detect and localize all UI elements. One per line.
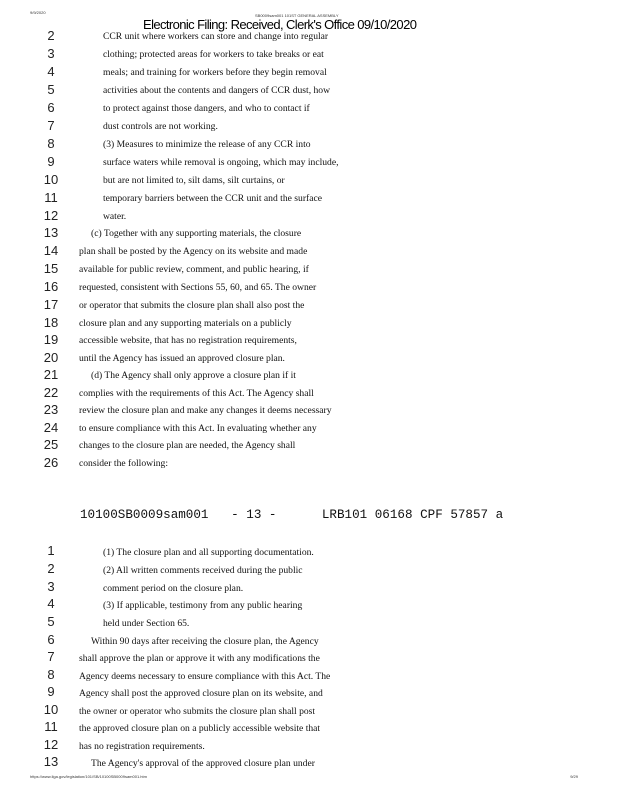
line-text: review the closure plan and make any changes it deems necessary: [79, 405, 332, 416]
line-text: has no registration requirements.: [79, 741, 205, 752]
line-number: 17: [43, 297, 59, 312]
line-text: the owner or operator who submits the closure plan shall post: [79, 706, 316, 717]
line-text: clothing; protected areas for workers to take breaks or eat: [103, 49, 324, 60]
line-number: 7: [47, 649, 55, 664]
line-text: (3) If applicable, testimony from any public hearing: [103, 600, 303, 611]
line-number: 26: [43, 455, 59, 470]
line-number: 6: [47, 100, 55, 115]
line-number: 7: [47, 118, 55, 133]
line-number: 13: [43, 754, 59, 769]
line-number: 10: [43, 702, 59, 717]
line-text: (c) Together with any supporting materials, the closure: [91, 228, 302, 239]
line-text: complies with the requirements of this Act. The Agency shall: [79, 388, 314, 399]
line-number: 11: [44, 190, 58, 205]
line-text: meals; and training for workers before they begin removal: [103, 67, 327, 78]
line-number: 16: [43, 279, 59, 294]
print-url-link[interactable]: https://www.ilga.gov/legislation/101/SB/10100SB0009sam001.htm: [30, 774, 147, 779]
line-number: 24: [43, 420, 59, 435]
line-text: to protect against those dangers, and who to contact if: [103, 103, 310, 114]
line-number: 14: [43, 243, 59, 258]
line-number: 8: [47, 136, 55, 151]
line-text: activities about the contents and dangers of CCR dust, how: [103, 85, 331, 96]
line-text: surface waters while removal is ongoing, which may include,: [103, 157, 339, 168]
line-text: held under Section 65.: [103, 618, 190, 629]
line-number: 23: [43, 402, 59, 417]
line-number: 13: [43, 225, 59, 240]
line-text: Agency shall post the approved closure plan on its website, and: [79, 688, 323, 699]
line-number: 4: [47, 596, 55, 611]
line-text: consider the following:: [79, 458, 168, 469]
line-number: 20: [43, 350, 59, 365]
line-number: 2: [47, 28, 55, 43]
line-text: changes to the closure plan are needed, the Agency shall: [79, 440, 296, 451]
filing-stamp: Electronic Filing: Received, Clerk's Office 09/10/2020: [143, 17, 417, 32]
line-text: requested, consistent with Sections 55, 60, and 65. The owner: [79, 282, 317, 293]
line-text: temporary barriers between the CCR unit and the surface: [103, 193, 322, 204]
line-number: 2: [47, 561, 55, 576]
line-number: 5: [47, 82, 55, 97]
line-number: 12: [43, 737, 59, 752]
line-number: 11: [44, 719, 58, 734]
line-text: shall approve the plan or approve it with any modifications the: [79, 653, 320, 664]
line-text: water.: [103, 211, 127, 222]
line-number: 22: [43, 385, 59, 400]
line-number: 6: [47, 632, 55, 647]
line-text: accessible website, that has no registration requirements,: [79, 335, 297, 346]
line-text: Agency deems necessary to ensure compliance with this Act. The: [79, 671, 331, 682]
line-text: The Agency's approval of the approved closure plan under: [91, 758, 315, 769]
line-number: 19: [43, 332, 59, 347]
line-number: 21: [43, 367, 59, 382]
line-text: until the Agency has issued an approved closure plan.: [79, 353, 285, 364]
line-number: 12: [43, 208, 59, 223]
line-text: Within 90 days after receiving the closure plan, the Agency: [91, 636, 319, 647]
page-footer: 10100SB0009sam001 - 13 - LRB101 06168 CPF 57857 a: [80, 508, 504, 522]
print-date: 9/9/2020: [30, 10, 46, 15]
line-number: 5: [47, 614, 55, 629]
line-number: 3: [47, 46, 55, 61]
line-number: 9: [47, 684, 55, 699]
print-page-number: 9/29: [570, 774, 578, 779]
line-text: (d) The Agency shall only approve a closure plan if it: [91, 370, 296, 381]
line-number: 8: [47, 667, 55, 682]
line-text: but are not limited to, silt dams, silt curtains, or: [103, 175, 285, 186]
line-text: CCR unit where workers can store and change into regular: [103, 31, 329, 42]
line-number: 10: [43, 172, 59, 187]
line-text: (2) All written comments received during the public: [103, 565, 303, 576]
line-text: or operator that submits the closure plan shall also post the: [79, 300, 305, 311]
line-number: 3: [47, 579, 55, 594]
print-title: SB0009sam001 101ST GENERAL ASSEMBLY: [255, 13, 339, 18]
line-number: 4: [47, 64, 55, 79]
line-text: plan shall be posted by the Agency on its website and made: [79, 246, 308, 257]
line-text: dust controls are not working.: [103, 121, 218, 132]
line-text: closure plan and any supporting materials on a publicly: [79, 318, 292, 329]
line-text: (1) The closure plan and all supporting documentation.: [103, 547, 314, 558]
line-text: (3) Measures to minimize the release of any CCR into: [103, 139, 311, 150]
line-number: 1: [47, 543, 55, 558]
line-number: 25: [43, 437, 59, 452]
line-text: the approved closure plan on a publicly accessible website that: [79, 723, 321, 734]
line-text: available for public review, comment, and public hearing, if: [79, 264, 309, 275]
line-number: 18: [43, 315, 59, 330]
line-text: comment period on the closure plan.: [103, 583, 244, 594]
line-text: to ensure compliance with this Act. In evaluating whether any: [79, 423, 317, 434]
line-number: 9: [47, 154, 55, 169]
line-number: 15: [43, 261, 59, 276]
